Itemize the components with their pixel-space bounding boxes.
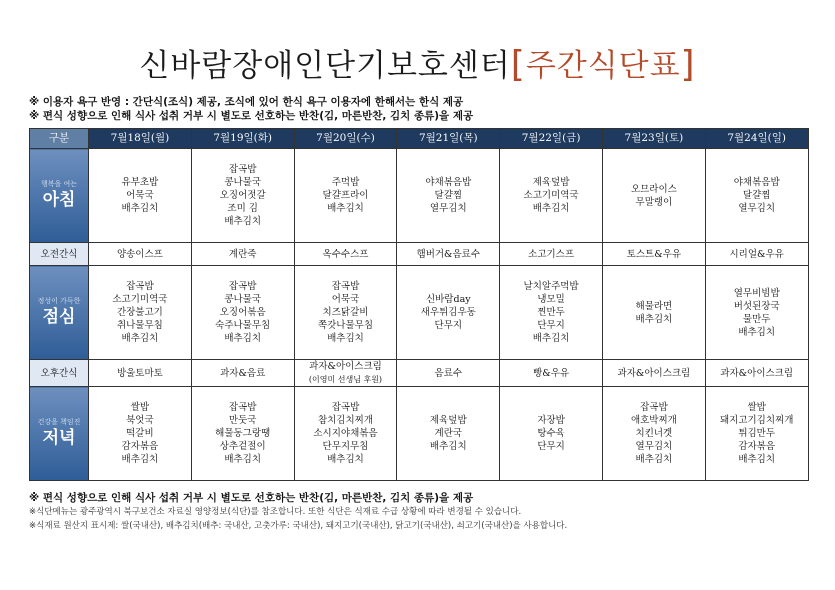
header-row xyxy=(30,129,809,149)
menu-item: 잡곡밥 xyxy=(228,164,257,175)
menu-item: 빵&우유 xyxy=(533,367,570,379)
menu-cell xyxy=(602,266,705,360)
menu-item: 과자&아이스크림 xyxy=(309,361,382,372)
menu-item: 단무지 xyxy=(537,320,565,331)
menu-cell xyxy=(191,149,294,243)
menu-cell xyxy=(602,149,705,243)
snack-cell: 햄버거&음료수 xyxy=(397,243,500,266)
page-title xyxy=(0,40,835,85)
menu-item: 애호박찌개 xyxy=(630,415,677,426)
menu-item: 잡곡밥 xyxy=(331,281,360,292)
menu-cell xyxy=(500,266,603,360)
am-snack-row xyxy=(30,243,809,266)
dinner-label xyxy=(30,387,89,481)
day-header: 7월23일(토) xyxy=(602,129,705,149)
menu-cell xyxy=(397,387,500,481)
menu-item: 열무김치 xyxy=(429,203,467,214)
menu-item: 해물라면 xyxy=(635,300,673,312)
menu-item: 배추김치 xyxy=(224,216,262,227)
lunch-label xyxy=(30,266,89,360)
menu-cell xyxy=(705,360,808,387)
menu-item: 달걀프라이 xyxy=(322,190,369,201)
dinner-row xyxy=(30,387,809,481)
day-header: 7월21일(목) xyxy=(397,129,500,149)
menu-item: 배추김치 xyxy=(738,454,776,465)
menu-cell xyxy=(602,387,705,481)
menu-cell xyxy=(602,360,705,387)
lunch-name: 점심 xyxy=(42,307,76,327)
menu-item: 배추김치 xyxy=(532,203,570,214)
menu-cell xyxy=(191,360,294,387)
menu-item: 배추김치 xyxy=(429,441,467,452)
snack-cell: 토스트&우유 xyxy=(602,243,705,266)
title-subtitle: 주간식단표 xyxy=(525,48,681,84)
menu-item: 치즈닭갈비 xyxy=(322,307,369,318)
menu-item: 버섯된장국 xyxy=(733,300,780,312)
menu-cell xyxy=(89,387,192,481)
snack-cell: 시리얼&우유 xyxy=(705,243,808,266)
menu-item: 소고기미역국 xyxy=(523,190,579,201)
dinner-caption: 건강을 책임진 xyxy=(37,418,81,426)
menu-item: 단무지 xyxy=(434,320,463,331)
am-snack-label: 오전간식 xyxy=(30,243,89,266)
day-header: 7월22일(금) xyxy=(500,129,603,149)
day-header: 7월24일(일) xyxy=(705,129,808,149)
menu-item: 만둣국 xyxy=(228,415,257,426)
menu-cell xyxy=(294,149,397,243)
menu-item: 잡곡밥 xyxy=(228,402,257,413)
menu-item: 배추김치 xyxy=(635,313,673,325)
menu-item: 제육덮밥 xyxy=(532,177,570,188)
bottom-note: ※식재료 원산지 표시제: 쌀(국내산), 배추김치(배추: 국내산, 고춧가루: 국내산), 돼지고기(국내산), 닭고기(국내산), 쇠고기(국내산)을 사용합니다. xyxy=(29,521,568,531)
menu-item: 어묵국 xyxy=(126,190,154,201)
menu-item: 주먹밥 xyxy=(331,177,360,188)
day-header: 7월18일(월) xyxy=(89,129,192,149)
menu-item: 쌀밥 xyxy=(747,402,766,413)
menu-cell xyxy=(705,149,808,243)
menu-item: 참치김치찌개 xyxy=(317,415,374,426)
menu-item: 쌀밥 xyxy=(130,402,150,413)
menu-cell xyxy=(89,149,192,243)
menu-item: 오므라이스 xyxy=(630,183,677,195)
title-bracket-open: [ xyxy=(510,44,526,85)
menu-item: 배추김치 xyxy=(224,333,262,344)
menu-item: 열무비빔밥 xyxy=(733,287,780,299)
breakfast-name: 아침 xyxy=(42,190,76,210)
dinner-name: 저녁 xyxy=(42,428,76,448)
menu-item: 열무김치 xyxy=(738,203,776,214)
day-header: 7월20일(수) xyxy=(294,129,397,149)
top-note: ※ 이용자 욕구 반영 : 간단식(조식) 제공, 조식에 있어 한식 욕구 이용자에 한해서는 한식 제공 xyxy=(29,96,464,108)
menu-item: 과자&아이스크림 xyxy=(617,367,691,379)
menu-item: 배추김치 xyxy=(224,454,262,465)
menu-item: 상추겉절이 xyxy=(219,441,266,452)
menu-cell xyxy=(191,387,294,481)
menu-item: 열무김치 xyxy=(635,441,673,452)
menu-cell xyxy=(397,360,500,387)
menu-item: 배추김치 xyxy=(121,333,159,344)
title-bracket-close: ] xyxy=(680,44,696,85)
menu-item: 찐만두 xyxy=(537,307,565,318)
menu-cell xyxy=(294,387,397,481)
menu-item: 배추김치 xyxy=(121,203,159,214)
bottom-notes xyxy=(29,491,819,533)
menu-item: 튀김만두 xyxy=(738,428,776,439)
breakfast-row xyxy=(30,149,809,243)
menu-item: 오징어볶음 xyxy=(219,307,266,318)
menu-item: 자장밥 xyxy=(537,415,565,426)
menu-item: 달걀찜 xyxy=(742,190,771,201)
menu-cell xyxy=(705,387,808,481)
menu-item: 잡곡밥 xyxy=(331,402,360,413)
menu-cell xyxy=(294,266,397,360)
menu-item: 새우튀김우동 xyxy=(420,307,476,318)
menu-item: (이영미 선생님 후원) xyxy=(308,375,383,384)
menu-item: 숙주나물무침 xyxy=(215,320,271,331)
menu-item: 배추김치 xyxy=(121,454,159,465)
pm-snack-row xyxy=(30,360,809,387)
breakfast-label xyxy=(30,149,89,243)
menu-item: 조미 김 xyxy=(227,203,258,214)
menu-item: 야채볶음밥 xyxy=(733,177,780,188)
menu-item: 잡곡밥 xyxy=(640,402,668,413)
menu-cell xyxy=(500,149,603,243)
menu-cell xyxy=(705,266,808,360)
header-label: 구분 xyxy=(30,129,89,149)
menu-item: 배추김치 xyxy=(532,333,570,344)
menu-cell xyxy=(89,266,192,360)
menu-item: 취나물무침 xyxy=(116,320,163,331)
menu-cell xyxy=(500,387,603,481)
menu-item: 감자볶음 xyxy=(738,441,776,452)
day-header: 7월19일(화) xyxy=(191,129,294,149)
menu-cell xyxy=(89,360,192,387)
menu-item: 탕수육 xyxy=(537,428,565,439)
snack-cell: 양송이스프 xyxy=(89,243,192,266)
menu-item: 과자&아이스크림 xyxy=(720,367,794,379)
menu-item: 간장불고기 xyxy=(116,307,163,318)
menu-item: 치킨너겟 xyxy=(635,428,673,439)
menu-item: 배추김치 xyxy=(327,333,364,344)
lunch-caption: 정성이 가득한 xyxy=(37,297,81,305)
menu-cell xyxy=(294,360,397,387)
top-note: ※ 편식 성향으로 인해 식사 섭취 거부 시 별도로 선호하는 반찬(김, 마른반찬, 김치 종류)을 제공 xyxy=(29,110,474,122)
menu-item: 소시지야채볶음 xyxy=(313,428,378,439)
menu-item: 과자&음료 xyxy=(220,367,266,379)
menu-item: 날치알주먹밥 xyxy=(523,281,579,292)
snack-cell: 소고기스프 xyxy=(500,243,603,266)
menu-item: 어묵국 xyxy=(331,294,360,305)
menu-item: 잡곡밥 xyxy=(126,281,154,292)
menu-item: 단무지무침 xyxy=(322,441,369,452)
bottom-note: ※식단메뉴는 광주광역시 북구보건소 자료실 영양정보(식단)를 참조합니다. 또한 식단은 식재료 수급 상황에 따라 변경될 수 있습니다. xyxy=(29,507,522,517)
menu-item: 돼지고기김치찌개 xyxy=(719,415,794,426)
menu-item: 콩나물국 xyxy=(224,294,262,305)
menu-item: 계란국 xyxy=(434,428,463,439)
menu-item: 방울토마토 xyxy=(116,367,163,379)
menu-item: 야채볶음밥 xyxy=(425,177,472,188)
menu-cell xyxy=(397,149,500,243)
lunch-row xyxy=(30,266,809,360)
menu-item: 소고기미역국 xyxy=(112,294,168,305)
menu-item: 물만두 xyxy=(742,313,771,325)
snack-cell: 계란죽 xyxy=(191,243,294,266)
menu-item: 달걀찜 xyxy=(434,190,463,201)
menu-item: 유부초밥 xyxy=(121,177,159,188)
snack-cell: 옥수수스프 xyxy=(294,243,397,266)
menu-item: 제육덮밥 xyxy=(429,415,467,426)
menu-item: 배추김치 xyxy=(327,203,364,214)
top-notes xyxy=(29,95,809,123)
menu-item: 무말랭이 xyxy=(635,196,673,208)
weekly-menu-table xyxy=(29,128,809,481)
menu-item: 단무지 xyxy=(537,441,565,452)
menu-item: 오징어젓갈 xyxy=(219,190,266,201)
menu-item: 배추김치 xyxy=(635,454,673,465)
menu-item: 떡갈비 xyxy=(126,428,154,439)
menu-item: 감자볶음 xyxy=(121,441,159,452)
pm-snack-label: 오후간식 xyxy=(30,360,89,387)
breakfast-caption: 행복을 여는 xyxy=(40,180,78,188)
menu-cell xyxy=(397,266,500,360)
menu-cell xyxy=(191,266,294,360)
menu-item: 잡곡밥 xyxy=(228,281,257,292)
menu-item: 배추김치 xyxy=(327,454,364,465)
bottom-note-bold: ※ 편식 성향으로 인해 식사 섭취 거부 시 별도로 선호하는 반찬(김, 마른반찬, 김치 종류)을 제공 xyxy=(29,492,474,504)
menu-item: 콩나물국 xyxy=(224,177,262,188)
menu-cell xyxy=(500,360,603,387)
menu-item: 북엇국 xyxy=(126,415,154,426)
menu-item: 신바람day xyxy=(425,294,471,305)
menu-item: 쪽갓나물무침 xyxy=(317,320,374,331)
menu-item: 냉모밀 xyxy=(537,294,565,305)
org-name: 신바람장애인단기보호센터 xyxy=(139,48,511,84)
menu-item: 해물동그랑땡 xyxy=(215,428,271,439)
menu-item: 배추김치 xyxy=(738,326,776,338)
menu-item: 음료수 xyxy=(434,367,463,379)
